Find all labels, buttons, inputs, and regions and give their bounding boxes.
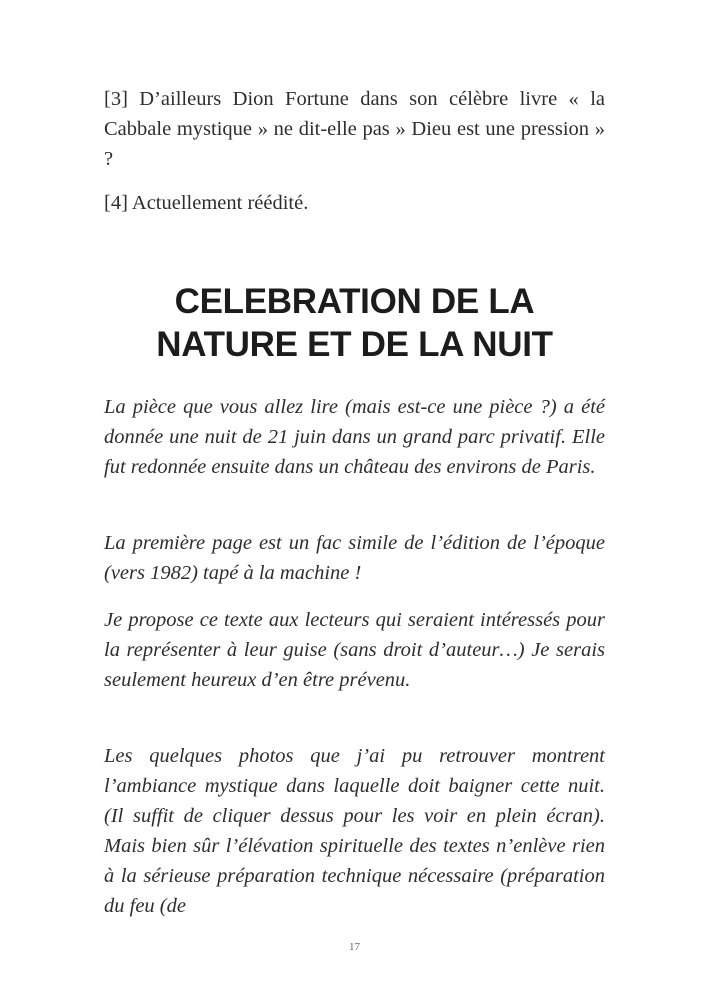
paragraph-4: Les quelques photos que j’ai pu retrouver montrent l’ambiance mystique dans laquelle doit baigner cette nuit. (Il suffit de cliquer dessus pour les voir en plein écran). Mais bien sûr l’élévation spirituelle des textes n’enlève rien à la sérieuse préparation technique nécessaire (préparation du feu (de (104, 745, 605, 917)
chapter-title (60, 280, 649, 366)
footnote-3: [3] D’ailleurs Dion Fortune dans son célèbre livre « la Cabbale mystique » ne dit-elle pas » Dieu est une pression » ? (104, 88, 605, 170)
chapter-title-line-2: NATURE ET DE LA NUIT (156, 325, 553, 364)
paragraph-3: Je propose ce texte aux lecteurs qui seraient intéressés pour la représenter à leur guise (sans droit d’auteur…) Je serais seulement heureux d’en être prévenu. (104, 609, 605, 691)
page-number: 17 (349, 941, 360, 953)
paragraph-1: La pièce que vous allez lire (mais est-ce une pièce ?) a été donnée une nuit de 21 juin dans un grand parc privatif. Elle fut redonnée ensuite dans un château des environs de Paris. (104, 396, 605, 478)
footnote-4: [4] Actuellement réédité. (104, 192, 309, 214)
paragraph-2: La première page est un fac simile de l’édition de l’époque (vers 1982) tapé à la machine ! (104, 532, 605, 584)
chapter-title-line-1: CELEBRATION DE LA (174, 282, 535, 321)
